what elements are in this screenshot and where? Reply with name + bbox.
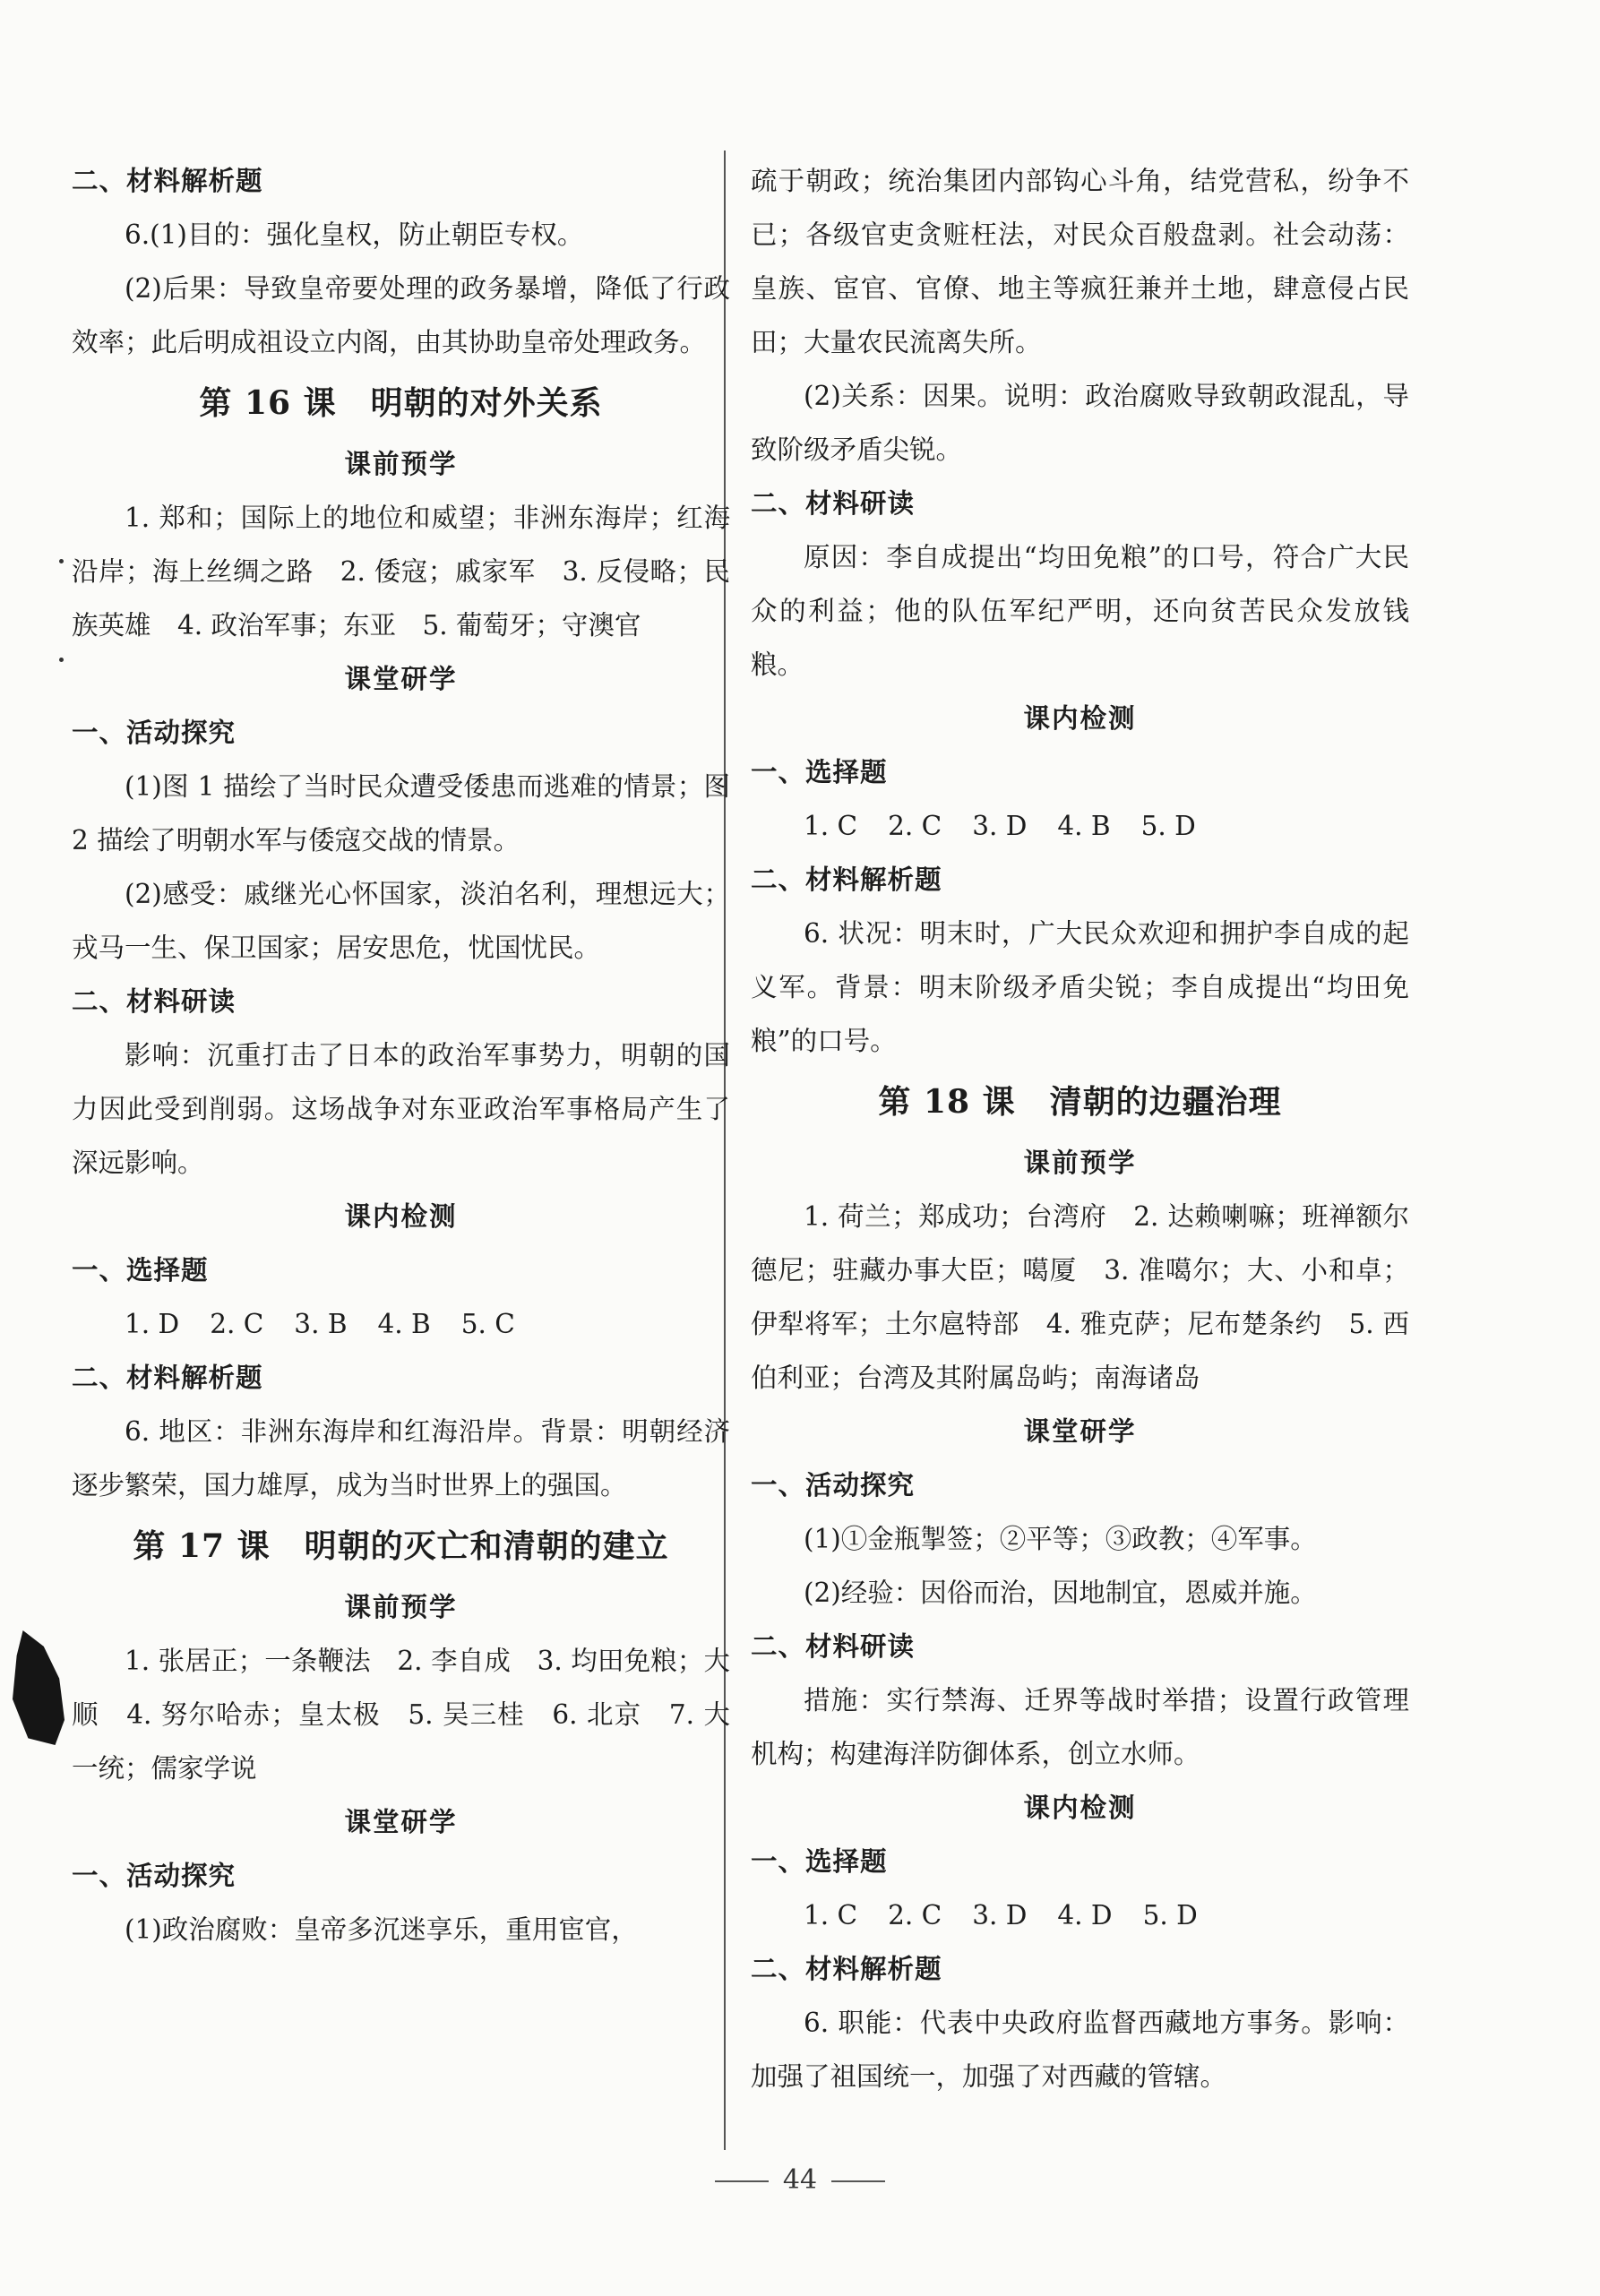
lesson-16-title — [72, 369, 730, 437]
footer-dash — [715, 2180, 769, 2182]
answer: 1. C — [804, 1900, 858, 1931]
section-heading: 二、材料解析题 — [751, 864, 942, 895]
section-heading: 二、材料解析题 — [72, 1363, 263, 1393]
section-heading: 二、材料研读 — [72, 986, 237, 1017]
answer: 4. D — [1057, 1900, 1113, 1931]
choice-answers — [751, 799, 1409, 853]
answer: 3. B — [294, 1309, 348, 1339]
lesson-name: 明朝的灭亡和清朝的建立 — [304, 1527, 669, 1565]
lesson-number: 第 18 课 — [878, 1083, 1016, 1121]
section-heading: 二、材料解析题 — [751, 1954, 942, 1984]
answer: 2. C — [888, 811, 942, 841]
section-heading: 一、活动探究 — [72, 1861, 237, 1891]
page-footer — [0, 2164, 1600, 2196]
paragraph: 影响：沉重打击了日本的政治军事势力，明朝的国力因此受到削弱。这场战争对东亚政治军事格局产生了深远影响。 — [72, 1040, 730, 1178]
paragraph: (2)关系：因果。说明：政治腐败导致朝政混乱，导致阶级矛盾尖锐。 — [751, 381, 1409, 465]
paragraph-continued: 疏于朝政；统治集团内部钩心斗角，结党营私，纷争不已；各级官吏贪赃枉法，对民众百般盘剥。社会动荡：皇族、宦官、官僚、地主等疯狂兼并土地，肆意侵占民田；大量农民流离失所。 — [751, 166, 1409, 357]
answer: 3. D — [972, 811, 1028, 841]
lesson-number: 第 17 课 — [133, 1527, 271, 1565]
subsection-heading: 课前预学 — [1023, 1148, 1137, 1178]
paragraph: (1)①金瓶掣签；②平等；③政教；④军事。 — [804, 1524, 1317, 1554]
paragraph: 6. 状况：明末时，广大民众欢迎和拥护李自成的起义军。背景：明末阶级矛盾尖锐；李自成提出“均田免粮”的口号。 — [751, 918, 1409, 1056]
lesson-17-title — [72, 1512, 730, 1580]
paragraph: (2)经验：因俗而治，因地制宜，恩威并施。 — [804, 1578, 1317, 1608]
subsection-heading: 课堂研学 — [344, 1807, 458, 1837]
answer: 4. B — [1057, 811, 1111, 841]
paragraph: 措施：实行禁海、迁界等战时举措；设置行政管理机构；构建海洋防御体系，创立水师。 — [751, 1685, 1409, 1769]
right-column — [751, 154, 1409, 2103]
paragraph: (2)后果：导致皇帝要处理的政务暴增，降低了行政效率；此后明成祖设立内阁，由其协助皇帝处理政务。 — [72, 273, 730, 357]
section-heading: 二、材料解析题 — [72, 166, 263, 196]
choice-answers — [751, 1888, 1409, 1942]
subsection-heading: 课前预学 — [344, 1592, 458, 1622]
paragraph: 1. 荷兰；郑成功；台湾府 2. 达赖喇嘛；班禅额尔德尼；驻藏办事大臣；噶厦 3. 准噶尔；大、小和卓；伊犁将军；土尔扈特部 4. 雅克萨；尼布楚条约 5. 西伯利亚；台湾及其附属岛屿；南海诸岛 — [751, 1201, 1409, 1393]
left-column — [72, 154, 730, 1956]
section-heading: 一、选择题 — [751, 1846, 888, 1877]
footer-dash — [831, 2180, 885, 2182]
section-heading: 二、材料研读 — [751, 1631, 916, 1662]
paragraph: (1)图 1 描绘了当时民众遭受倭患而逃难的情景；图 2 描绘了明朝水军与倭寇交战的情景。 — [72, 771, 730, 856]
scan-smudge — [13, 1630, 65, 1745]
answer: 4. B — [377, 1309, 431, 1339]
section-heading: 二、材料研读 — [751, 488, 916, 519]
paragraph: 1. 张居正；一条鞭法 2. 李自成 3. 均田免粮；大顺 4. 努尔哈赤；皇太极 5. 吴三桂 6. 北京 7. 大一统；儒家学说 — [72, 1646, 730, 1784]
section-heading: 一、活动探究 — [72, 718, 237, 748]
paragraph: 1. 郑和；国际上的地位和威望；非洲东海岸；红海沿岸；海上丝绸之路 2. 倭寇；戚家军 3. 反侵略；民族英雄 4. 政治军事；东亚 5. 葡萄牙；守澳官 — [72, 503, 730, 641]
paragraph: 6. 地区：非洲东海岸和红海沿岸。背景：明朝经济逐步繁荣，国力雄厚，成为当时世界上的强国。 — [72, 1416, 730, 1501]
answer: 1. D — [125, 1309, 180, 1339]
answer: 2. C — [888, 1900, 942, 1931]
subsection-heading: 课堂研学 — [1023, 1416, 1137, 1447]
answer: 2. C — [210, 1309, 264, 1339]
answer: 5. D — [1142, 1900, 1198, 1931]
subsection-heading: 课内检测 — [1023, 1793, 1137, 1823]
lesson-name: 明朝的对外关系 — [370, 384, 603, 422]
answer: 5. D — [1140, 811, 1196, 841]
page-number: 44 — [782, 2164, 818, 2196]
section-heading: 一、选择题 — [751, 757, 888, 787]
lesson-18-title — [751, 1068, 1409, 1136]
scan-dot — [59, 559, 64, 563]
lesson-number: 第 16 课 — [199, 384, 337, 422]
choice-answers — [72, 1297, 730, 1351]
paragraph: (1)政治腐败：皇帝多沉迷享乐，重用宦官， — [125, 1914, 638, 1945]
answer: 3. D — [972, 1900, 1028, 1931]
scan-dot — [59, 658, 64, 662]
paragraph: (2)感受：戚继光心怀国家，淡泊名利，理想远大；戎马一生、保卫国家；居安思危，忧国忧民。 — [72, 879, 730, 963]
lesson-name: 清朝的边疆治理 — [1049, 1083, 1282, 1121]
subsection-heading: 课内检测 — [344, 1201, 458, 1232]
subsection-heading: 课堂研学 — [344, 664, 458, 694]
paragraph: 原因：李自成提出“均田免粮”的口号，符合广大民众的利益；他的队伍军纪严明，还向贫苦民众发放钱粮。 — [751, 542, 1409, 680]
paragraph: 6.(1)目的：强化皇权，防止朝臣专权。 — [125, 219, 584, 250]
subsection-heading: 课前预学 — [344, 449, 458, 479]
answer: 5. C — [460, 1309, 515, 1339]
section-heading: 一、活动探究 — [751, 1470, 916, 1501]
paragraph: 6. 职能：代表中央政府监督西藏地方事务。影响：加强了祖国统一，加强了对西藏的管辖。 — [751, 2008, 1409, 2092]
subsection-heading: 课内检测 — [1023, 703, 1137, 734]
answer: 1. C — [804, 811, 858, 841]
section-heading: 一、选择题 — [72, 1255, 209, 1286]
